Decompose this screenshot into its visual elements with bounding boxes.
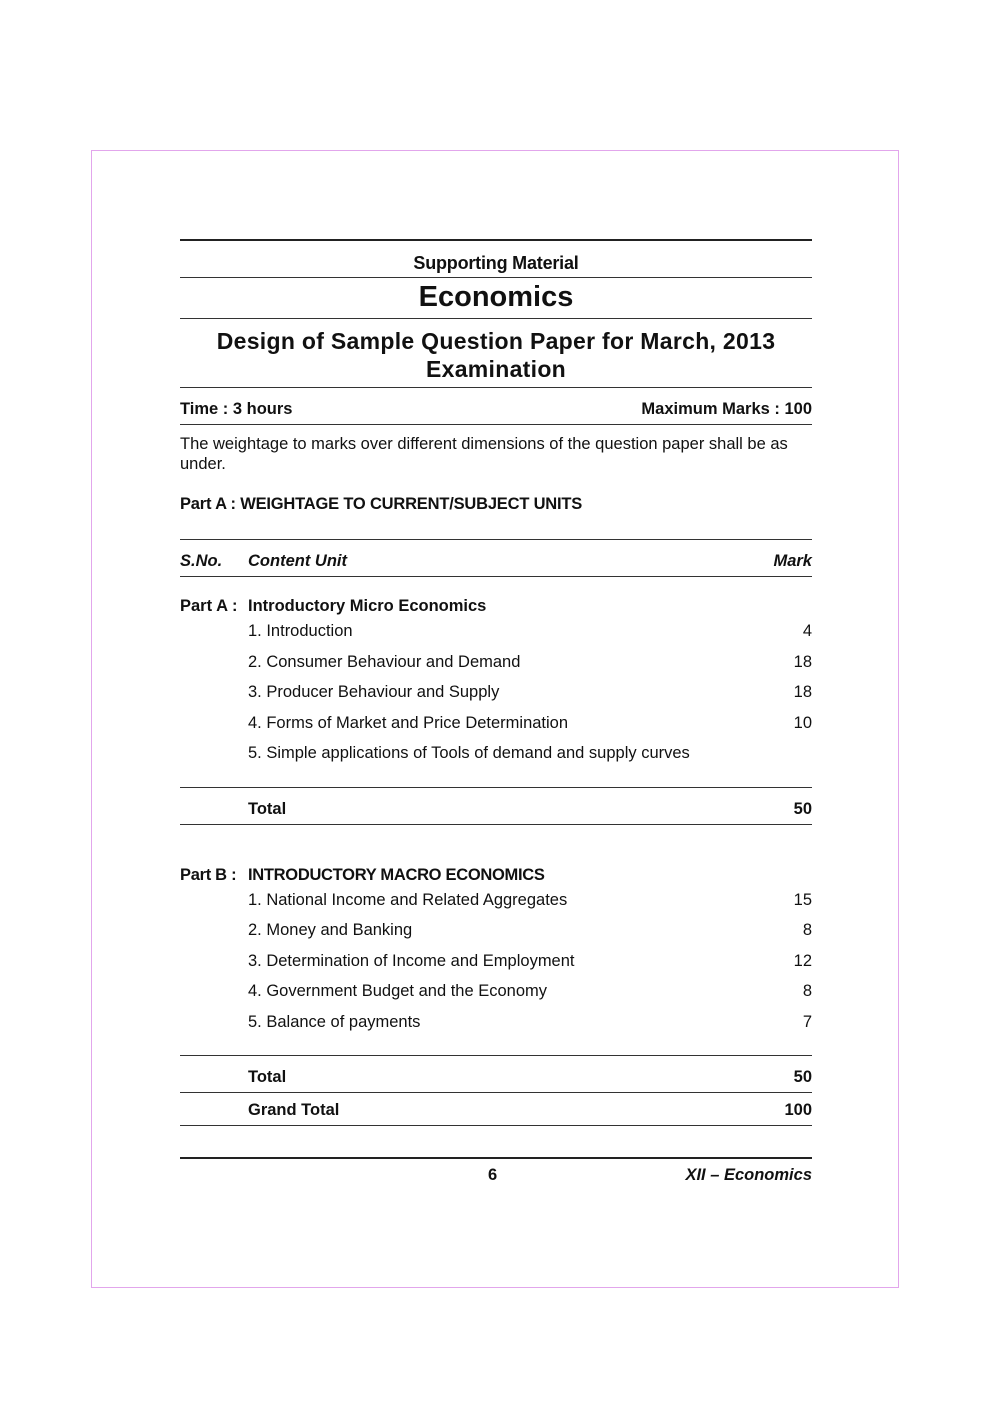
table-header: [180, 540, 812, 576]
table-row: [180, 915, 812, 946]
exam-meta: [180, 388, 812, 424]
total-value: 50: [793, 799, 812, 818]
table-row: [180, 708, 812, 739]
total-value: 50: [793, 1068, 812, 1086]
table-row: [180, 616, 812, 647]
unit-mark: 8: [802, 921, 812, 939]
unit-mark: 10: [793, 713, 812, 732]
part-a-label: Part A :: [180, 597, 238, 615]
grand-total-label: Grand Total: [248, 1101, 340, 1119]
table-row: [180, 976, 812, 1007]
divider: [180, 576, 812, 577]
table-row: [180, 677, 812, 708]
unit-mark: 7: [802, 1012, 812, 1031]
grand-total-value: 100: [784, 1101, 812, 1119]
table-row: [180, 738, 812, 769]
design-title: Design of Sample Question Paper for March, 2013 Examination: [216, 328, 776, 382]
unit-name: 4. Forms of Market and Price Determination: [248, 713, 569, 732]
part-b-items: [180, 885, 812, 1038]
page-footer: [180, 1159, 812, 1190]
subject-title: Economics: [418, 281, 574, 313]
part-heading: Part A : WEIGHTAGE TO CURRENT/SUBJECT UNITS: [180, 495, 583, 513]
col-mark: Mark: [773, 552, 812, 570]
col-sno: S.No.: [180, 552, 223, 570]
table-row: [180, 647, 812, 678]
unit-name: 2. Consumer Behaviour and Demand: [248, 652, 521, 671]
table-row: [180, 1007, 812, 1038]
total-label: Total: [248, 1068, 287, 1086]
total-label: Total: [248, 799, 287, 818]
part-b-total-row: [180, 1056, 812, 1092]
page-number: 6: [488, 1166, 498, 1184]
part-b-label: Part B :: [180, 865, 237, 884]
part-a-heading: [180, 597, 812, 616]
unit-name: 1. Introduction: [248, 622, 353, 640]
document-page: [180, 239, 812, 1190]
part-b-heading: [180, 866, 812, 885]
supporting-material-label: Supporting Material: [413, 253, 579, 273]
unit-name: 5. Balance of payments: [248, 1012, 421, 1031]
book-title: XII – Economics: [685, 1166, 812, 1184]
unit-name: 2. Money and Banking: [248, 921, 413, 939]
unit-mark: 15: [793, 890, 812, 909]
intro-text: The weightage to marks over different dimensions of the question paper shall be as under.: [180, 435, 788, 473]
table-row: [180, 885, 812, 916]
part-b-title: INTRODUCTORY MACRO ECONOMICS: [248, 865, 545, 884]
unit-mark: 4: [802, 622, 812, 640]
unit-name: 3. Determination of Income and Employment: [248, 951, 575, 970]
time-label: Time : 3 hours: [180, 400, 293, 418]
part-a-total-row: [180, 788, 812, 824]
table-row: [180, 946, 812, 977]
unit-name: 3. Producer Behaviour and Supply: [248, 683, 500, 701]
unit-name: 5. Simple applications of Tools of demand and supply curves: [248, 744, 690, 762]
unit-name: 4. Government Budget and the Economy: [248, 982, 548, 1000]
unit-mark: 8: [802, 982, 812, 1000]
part-a-title: Introductory Micro Economics: [248, 597, 487, 615]
col-content-unit: Content Unit: [248, 552, 347, 570]
unit-mark: 12: [793, 951, 812, 970]
unit-name: 1. National Income and Related Aggregates: [248, 890, 568, 909]
part-a-items: [180, 616, 812, 769]
unit-mark: 18: [793, 652, 812, 671]
max-marks-label: Maximum Marks : 100: [641, 400, 812, 418]
unit-mark: 18: [793, 683, 812, 701]
grand-total-row: [180, 1093, 812, 1125]
